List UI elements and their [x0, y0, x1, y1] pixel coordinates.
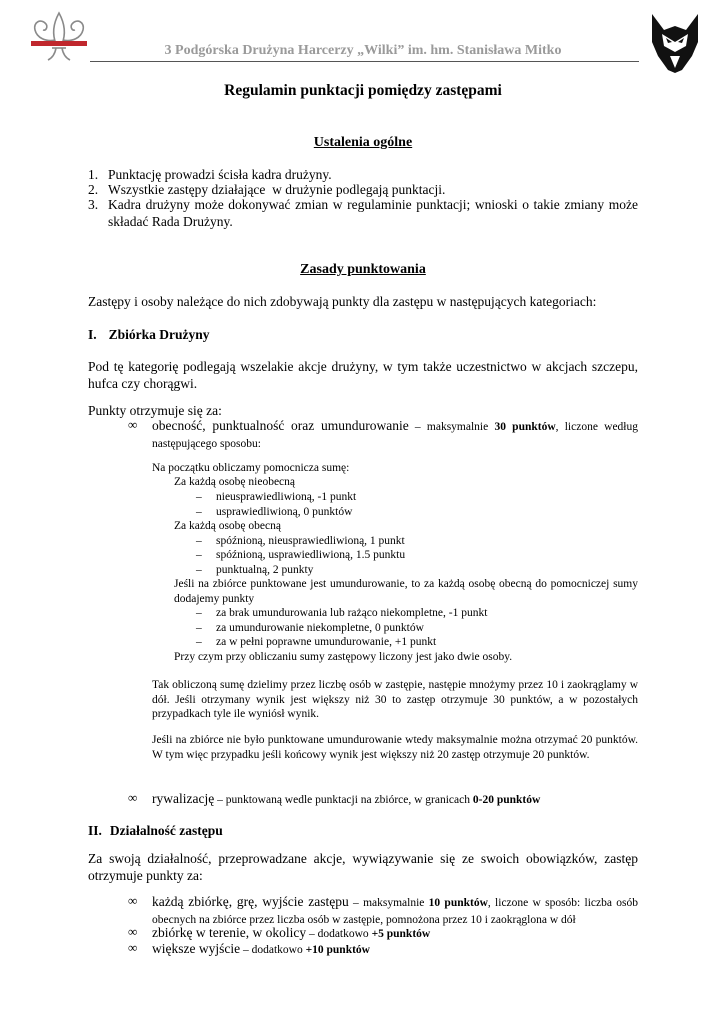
calc-start: Na początku obliczamy pomocnicza sumę: — [152, 462, 350, 474]
category-description: Za swoją działalność, przeprowadzane akcje, wywiązywanie się ze swoich obowiązków, zastęp otrzymuje punkty za: — [88, 851, 638, 883]
bullet-big-trip: większe wyjście – dodatkowo +10 punktów — [152, 941, 370, 956]
scout-lily-icon — [28, 10, 90, 64]
present-heading: Za każdą osobę obecną — [174, 520, 281, 532]
points-intro: Punkty otrzymuje się za: — [88, 403, 222, 418]
infinity-bullet-icon: ∞ — [128, 417, 138, 432]
bullet-field-meeting: zbiórkę w terenie, w okolicy – dodatkowo +5 punktów — [152, 925, 431, 940]
header-title: 3 Podgórska Drużyna Harcerzy „Wilki” im. hm. Stanisława Mitko — [164, 43, 562, 58]
wolf-head-icon — [648, 12, 702, 74]
infinity-bullet-icon: ∞ — [128, 790, 138, 805]
header-rule — [90, 61, 639, 62]
category-heading: II. Działalność zastępu — [88, 823, 223, 838]
category-description: Pod tę kategorię podlegają wszelakie akcje drużyny, w tym także uczestnictwo w akcjach szczepu, hufca czy chorągwi. — [88, 359, 638, 391]
document-title: Regulamin punktacji pomiędzy zastępami — [224, 82, 502, 99]
infinity-bullet-icon: ∞ — [128, 893, 138, 908]
section-heading-general: Ustalenia ogólne — [313, 135, 413, 150]
uniform-paragraph: Jeśli na zbiórce nie było punktowane umundurowanie wtedy maksymalnie można otrzymać 20 punktów. W tym więc przypadku jeśli końcowy wynik jest większy niż 20 zastęp otrzymuje 20 punktów. — [152, 734, 638, 761]
bullet-meeting: każdą zbiórkę, grę, wyjście zastępu – maksymalnie 10 punktów, liczone w sposób: liczba osób obecnych na zbiórce przez liczba osób w zastępie, pomnożona przez 10 i zaokrąglona w dół — [152, 894, 638, 926]
absent-heading: Za każdą osobę nieobecną — [174, 476, 296, 488]
bullet-attendance: obecność, punktualność oraz umundurowanie – maksymalnie 30 punktów, liczone według następującego sposobu: — [152, 418, 639, 450]
infinity-bullet-icon: ∞ — [128, 924, 138, 939]
leader-note: Przy czym przy obliczaniu sumy zastępowy liczony jest jako dwie osoby. — [174, 651, 513, 663]
uniform-text: Jeśli na zbiórce punktowane jest umundurowanie, to za każdą osobę obecną do pomocniczej sumy dodajemy punkty — [174, 578, 638, 605]
section-heading-rules: Zasady punktowania — [300, 262, 426, 277]
rules-intro: Zastępy i osoby należące do nich zdobywają punkty dla zastępu w następujących kategoriach: — [88, 294, 597, 309]
calc-paragraph: Tak obliczoną sumę dzielimy przez liczbę osób w zastępie, następie mnożymy przez 10 i zaokrąglamy w dół. Jeśli otrzymany wynik jest większy niż 30 to zastęp otrzymuje 30 punktów, a w pozostałych przypadkach tyle ile wyniósł wynik. — [152, 679, 638, 720]
category-heading: I. Zbiórka Drużyny — [88, 327, 210, 342]
infinity-bullet-icon: ∞ — [128, 940, 138, 955]
bullet-rivalry: rywalizację – punktowaną wedle punktacji na zbiórce, w granicach 0-20 punktów — [152, 791, 541, 806]
